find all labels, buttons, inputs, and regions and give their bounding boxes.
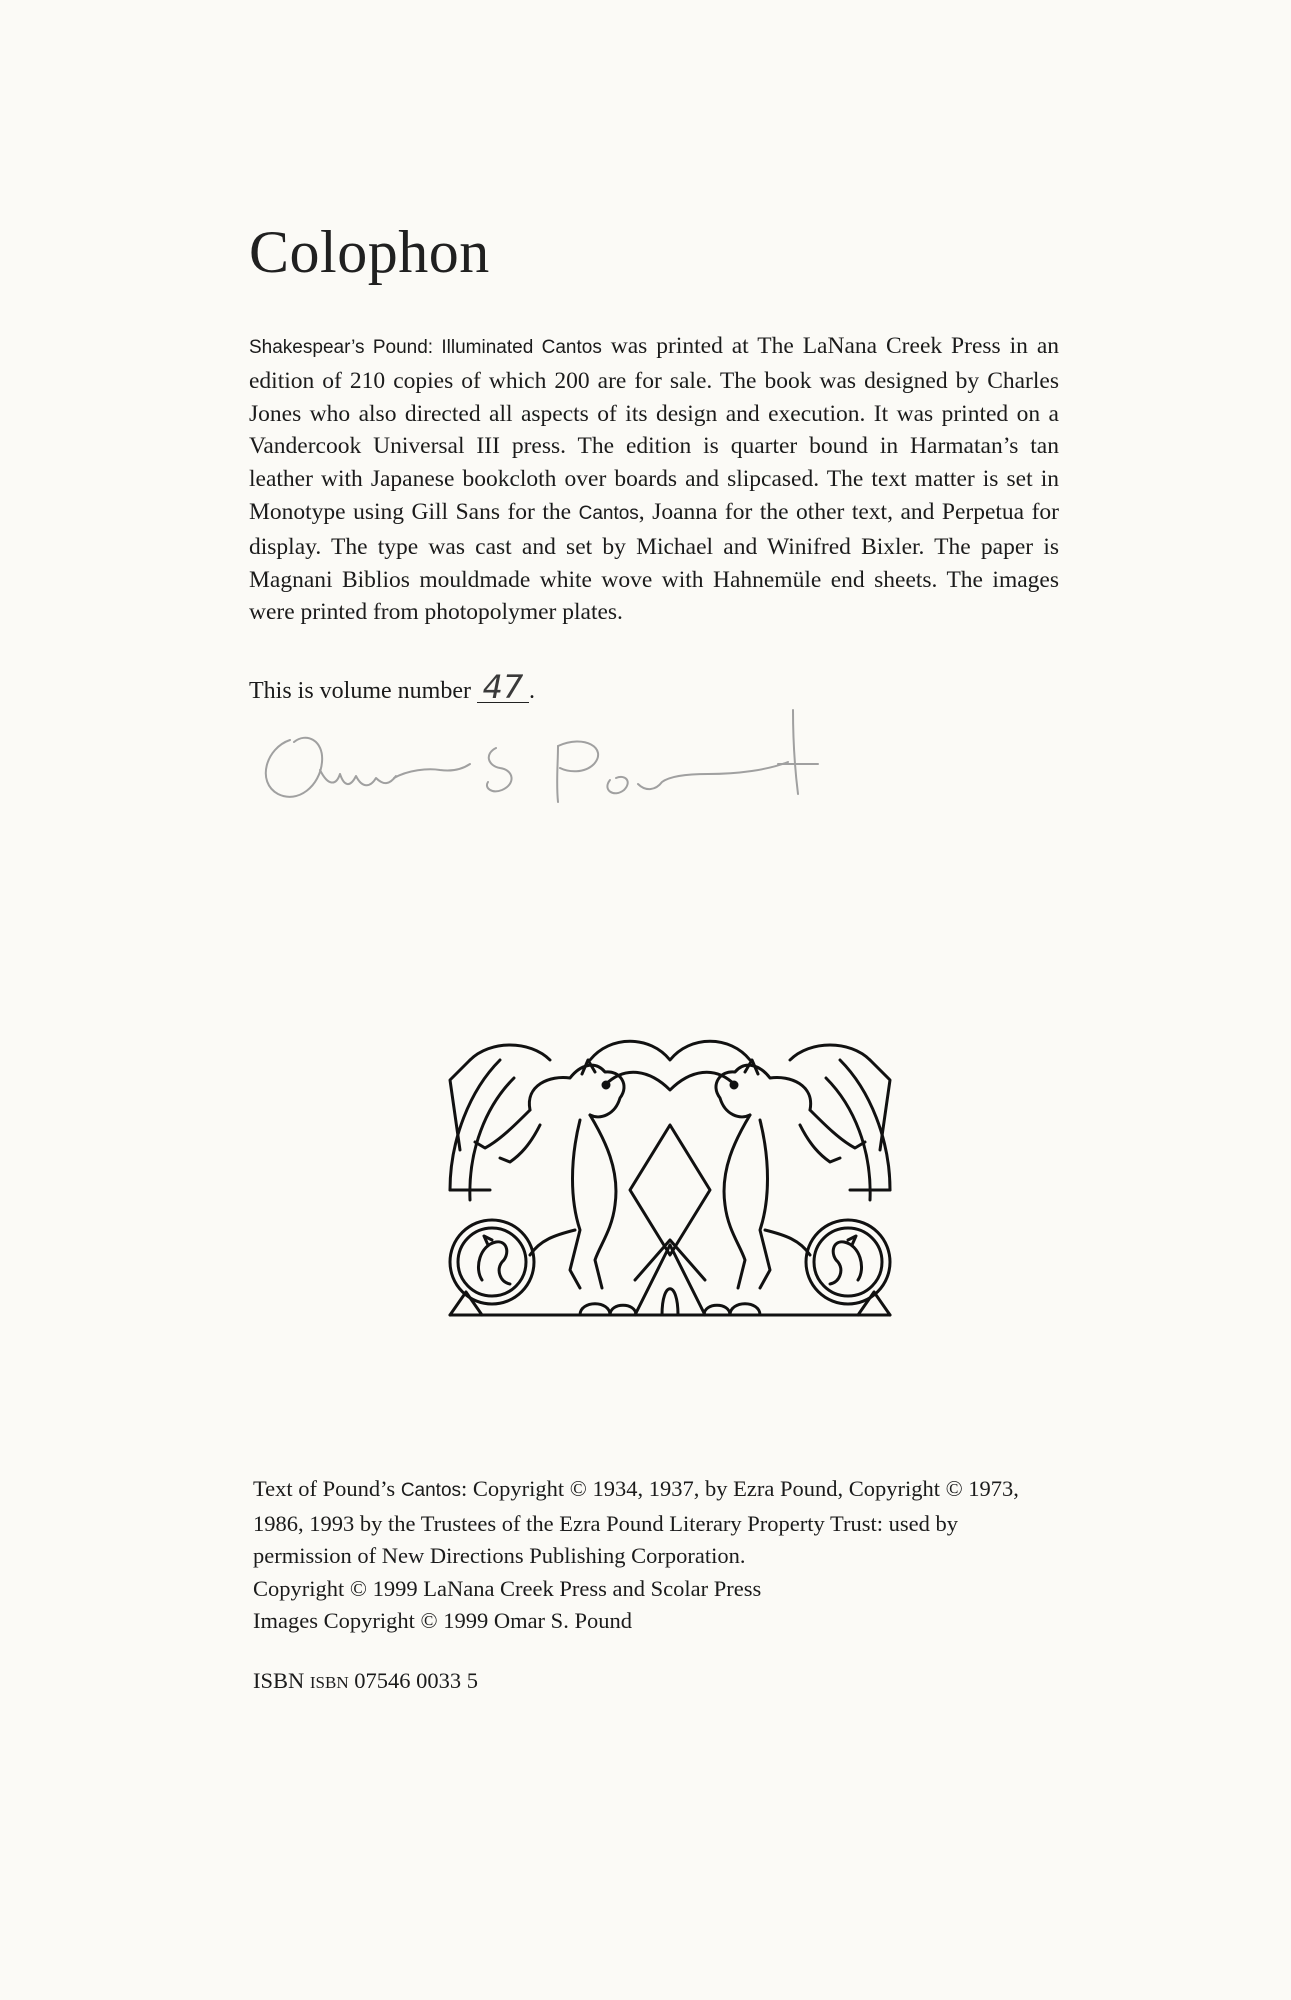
isbn-label: ISBN	[253, 1668, 305, 1693]
isbn-label-small: ISBN	[309, 1673, 349, 1692]
copyright-line-2: Copyright © 1999 LaNana Creek Press and Scolar Press	[253, 1575, 762, 1601]
copyright-prefix: Text of Pound’s	[253, 1476, 401, 1501]
copyright-line-1	[253, 1473, 1043, 1573]
pencil-signature	[258, 690, 838, 810]
colophon-text-part-2: , Joanna for the other text, and Perpetua for display. The type was cast and set by Michael and Winifred Bixler. The paper is Magnani Biblios mouldmade white wove with Hahnemüle end sheets. The images were printed from photopolymer plates.	[249, 498, 1059, 626]
book-title: Shakespear’s Pound: Illuminated Cantos	[249, 337, 602, 358]
colophon-text-part-1: was printed at The LaNana Creek Press in an edition of 210 copies of which 200 are for sale. The book was designed by Charles Jones who also directed all aspects of its design and execution. It was printed on a Vandercook Universal III press. The edition is quarter bound in Harmatan’s tan leather with Japanese bookcloth over boards and slipcased. The text matter is set in Monotype using Gill Sans for the	[249, 333, 1060, 525]
copyright-rest: : Copyright © 1934, 1937, by Ezra Pound, Copyright © 1973, 1986, 1993 by the Trustees of the Ezra Pound Literary Property Trust: used by permission of New Directions Publishing Corporation.	[253, 1476, 1019, 1568]
volume-number: 47	[477, 672, 529, 703]
isbn-number: 07546 0033 5	[354, 1668, 478, 1693]
colophon-paragraph	[249, 330, 1059, 629]
copyright-block	[253, 1473, 1093, 1638]
cantos-label: Cantos	[578, 502, 639, 524]
copyright-line-3: Images Copyright © 1999 Omar S. Pound	[253, 1608, 632, 1633]
volume-prefix: This is volume number	[249, 678, 477, 704]
woodcut-emblem	[430, 1030, 910, 1320]
isbn-line	[253, 1668, 478, 1694]
copyright-cantos: Cantos	[400, 1480, 462, 1501]
volume-suffix: .	[528, 678, 535, 704]
page-title: Colophon	[249, 219, 490, 285]
